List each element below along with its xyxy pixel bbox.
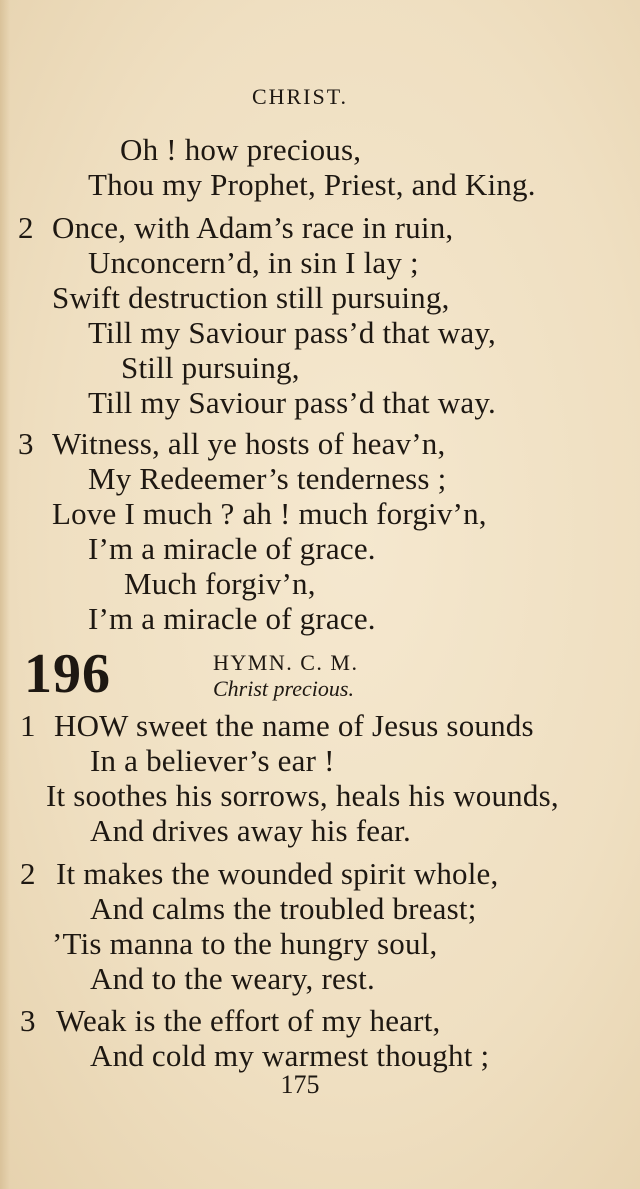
- hymn-meter: HYMN. C. M.: [213, 650, 359, 675]
- verse-line: HOW sweet the name of Jesus sounds: [54, 708, 534, 743]
- verse-number: 3: [18, 426, 34, 461]
- verse-line: And cold my warmest thought ;: [90, 1038, 490, 1073]
- hymn-title: Christ precious.: [213, 676, 354, 701]
- verse-line: Much forgiv’n,: [124, 566, 316, 601]
- hymn-number: 196: [24, 643, 111, 705]
- prev-hymn-line: Oh ! how precious,: [120, 132, 362, 167]
- verse-line: Till my Saviour pass’d that way.: [88, 385, 496, 420]
- verse-line: My Redeemer’s tenderness ;: [88, 461, 447, 496]
- verse-line: I’m a miracle of grace.: [88, 531, 376, 566]
- verse-line: Unconcern’d, in sin I lay ;: [88, 245, 419, 280]
- verse-line: And drives away his fear.: [90, 813, 411, 848]
- verse-line: And to the weary, rest.: [90, 961, 375, 996]
- verse-line: Weak is the effort of my heart,: [56, 1003, 441, 1038]
- verse-line: It soothes his sorrows, heals his wounds,: [46, 778, 559, 813]
- verse-line: I’m a miracle of grace.: [88, 601, 376, 636]
- verse-line: Once, with Adam’s race in ruin,: [52, 210, 454, 245]
- verse-number: 2: [20, 856, 36, 891]
- running-head: CHRIST.: [251, 84, 349, 109]
- verse-line: It makes the wounded spirit whole,: [56, 856, 499, 891]
- verse-line: In a believer’s ear !: [90, 743, 335, 778]
- page-edge-shadow: [0, 0, 10, 1189]
- verse-line: Swift destruction still pursuing,: [52, 280, 450, 315]
- verse-line: Still pursuing,: [121, 350, 300, 385]
- verse-line: And calms the troubled breast;: [90, 891, 477, 926]
- verse-line: Love I much ? ah ! much forgiv’n,: [52, 496, 487, 531]
- prev-hymn-line: Thou my Prophet, Priest, and King.: [88, 167, 536, 202]
- page-number: 175: [280, 1070, 320, 1099]
- verse-line: Witness, all ye hosts of heav’n,: [52, 426, 446, 461]
- verse-number: 1: [20, 708, 36, 743]
- verse-line: ’Tis manna to the hungry soul,: [52, 926, 438, 961]
- verse-number: 3: [20, 1003, 36, 1038]
- verse-number: 2: [18, 210, 34, 245]
- verse-line: Till my Saviour pass’d that way,: [88, 315, 496, 350]
